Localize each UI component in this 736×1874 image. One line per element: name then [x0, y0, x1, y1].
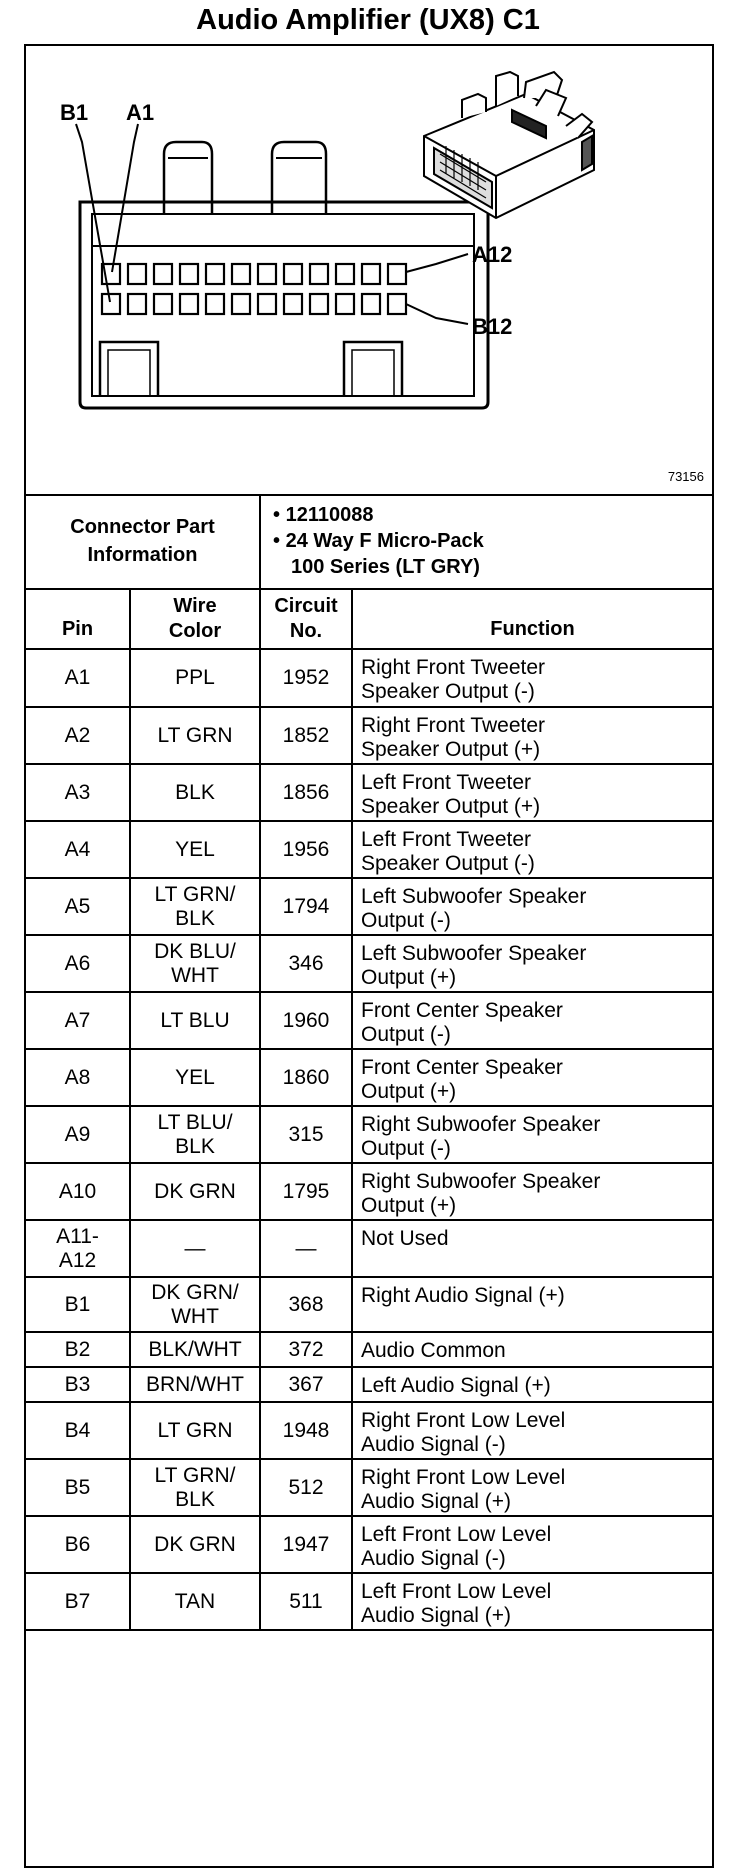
circuit-cell: 1947: [260, 1516, 352, 1573]
pin-cell: A6: [26, 935, 130, 992]
function-cell: Left Front Tweeter Speaker Output (-): [352, 821, 712, 878]
function-cell: Right Audio Signal (+): [352, 1277, 712, 1332]
circuit-cell: 1952: [260, 649, 352, 707]
wire-color-cell: LT BLU: [130, 992, 260, 1049]
pin-cell: A9: [26, 1106, 130, 1163]
table-row: [26, 935, 712, 992]
pinout-rows: [26, 649, 712, 1630]
pin-cell: B2: [26, 1332, 130, 1367]
wire-color-cell: BRN/WHT: [130, 1367, 260, 1402]
wire-color-cell: LT GRN/ BLK: [130, 1459, 260, 1516]
wire-color-cell: —: [130, 1220, 260, 1277]
function-cell: Left Subwoofer Speaker Output (+): [352, 935, 712, 992]
pin-cell: A3: [26, 764, 130, 821]
table-row: [26, 1220, 712, 1277]
circuit-cell: 1794: [260, 878, 352, 935]
pin-cell: A11- A12: [26, 1220, 130, 1277]
wire-color-cell: LT GRN: [130, 707, 260, 764]
table-row: [26, 1367, 712, 1402]
pin-cell: B4: [26, 1402, 130, 1459]
pin-cell: B5: [26, 1459, 130, 1516]
pin-cell: A10: [26, 1163, 130, 1220]
function-cell: Audio Common: [352, 1332, 712, 1367]
wire-color-cell: LT GRN/ BLK: [130, 878, 260, 935]
circuit-cell: 368: [260, 1277, 352, 1332]
function-cell: Right Subwoofer Speaker Output (-): [352, 1106, 712, 1163]
col-header-function: Function: [352, 589, 712, 649]
table-row: [26, 707, 712, 764]
wire-color-cell: DK BLU/ WHT: [130, 935, 260, 992]
pin-row-a: [102, 264, 406, 284]
table-row: [26, 1332, 712, 1367]
table-row: [26, 1516, 712, 1573]
label-a1: A1: [126, 100, 155, 125]
wire-color-cell: BLK: [130, 764, 260, 821]
table-row: [26, 764, 712, 821]
col-header-pin: Pin: [26, 589, 130, 649]
function-cell: Left Subwoofer Speaker Output (-): [352, 878, 712, 935]
table-row: [26, 992, 712, 1049]
wire-color-cell: LT GRN: [130, 1402, 260, 1459]
label-b12: B12: [472, 314, 513, 339]
pin-cell: A8: [26, 1049, 130, 1106]
page-title: Audio Amplifier (UX8) C1: [196, 4, 540, 36]
connector-part-info-values: • 12110088 • 24 Way F Micro-Pack 100 Series (LT GRY): [260, 494, 712, 589]
col-header-wire-color: Wire Color: [130, 589, 260, 649]
table-row: [26, 1277, 712, 1332]
circuit-cell: 512: [260, 1459, 352, 1516]
circuit-cell: 1860: [260, 1049, 352, 1106]
table-row: [26, 1106, 712, 1163]
function-cell: Left Front Low Level Audio Signal (+): [352, 1573, 712, 1630]
wire-color-cell: LT BLU/ BLK: [130, 1106, 260, 1163]
function-cell: Right Front Low Level Audio Signal (-): [352, 1402, 712, 1459]
table-row: [26, 649, 712, 707]
function-cell: Right Subwoofer Speaker Output (+): [352, 1163, 712, 1220]
connector-frame: [24, 44, 714, 1868]
circuit-cell: 1852: [260, 707, 352, 764]
pin-row-b: [102, 294, 406, 314]
circuit-cell: 367: [260, 1367, 352, 1402]
table-row: [26, 1459, 712, 1516]
part-number: 12110088: [285, 504, 374, 526]
table-row: [26, 878, 712, 935]
wire-color-cell: YEL: [130, 821, 260, 878]
function-cell: Not Used: [352, 1220, 712, 1277]
wire-color-cell: DK GRN/ WHT: [130, 1277, 260, 1332]
pin-cell: A4: [26, 821, 130, 878]
circuit-cell: 315: [260, 1106, 352, 1163]
circuit-cell: 1795: [260, 1163, 352, 1220]
function-cell: Left Front Tweeter Speaker Output (+): [352, 764, 712, 821]
figure-number: 73156: [667, 469, 704, 484]
function-cell: Front Center Speaker Output (+): [352, 1049, 712, 1106]
circuit-cell: 1960: [260, 992, 352, 1049]
connector-part-info-label: Connector Part Information: [26, 494, 260, 589]
pin-cell: B6: [26, 1516, 130, 1573]
connector-pinout-table: [26, 494, 712, 1631]
circuit-cell: —: [260, 1220, 352, 1277]
circuit-cell: 346: [260, 935, 352, 992]
label-b1: B1: [60, 100, 89, 125]
function-cell: Left Front Low Level Audio Signal (-): [352, 1516, 712, 1573]
pin-cell: A5: [26, 878, 130, 935]
table-row: [26, 1573, 712, 1630]
circuit-cell: 372: [260, 1332, 352, 1367]
circuit-cell: 1948: [260, 1402, 352, 1459]
wire-color-cell: YEL: [130, 1049, 260, 1106]
connector-face-drawing: [26, 46, 712, 492]
pin-cell: A7: [26, 992, 130, 1049]
function-cell: Left Audio Signal (+): [352, 1367, 712, 1402]
column-header-row: [26, 589, 712, 649]
table-row: [26, 821, 712, 878]
pin-cell: B3: [26, 1367, 130, 1402]
pin-cell: A2: [26, 707, 130, 764]
table-row: [26, 1163, 712, 1220]
label-a12: A12: [472, 242, 513, 267]
circuit-cell: 1856: [260, 764, 352, 821]
table-row: [26, 1049, 712, 1106]
pin-cell: B1: [26, 1277, 130, 1332]
circuit-cell: 511: [260, 1573, 352, 1630]
wire-color-cell: PPL: [130, 649, 260, 707]
table-row: [26, 1402, 712, 1459]
wire-color-cell: TAN: [130, 1573, 260, 1630]
function-cell: Right Front Low Level Audio Signal (+): [352, 1459, 712, 1516]
function-cell: Front Center Speaker Output (-): [352, 992, 712, 1049]
wire-color-cell: DK GRN: [130, 1516, 260, 1573]
wire-color-cell: DK GRN: [130, 1163, 260, 1220]
circuit-cell: 1956: [260, 821, 352, 878]
wire-color-cell: BLK/WHT: [130, 1332, 260, 1367]
part-description: 24 Way F Micro-Pack: [285, 530, 484, 552]
connector-diagram: [26, 46, 712, 496]
pin-cell: A1: [26, 649, 130, 707]
col-header-circuit-no: Circuit No.: [260, 589, 352, 649]
function-cell: Right Front Tweeter Speaker Output (+): [352, 707, 712, 764]
connector-iso-drawing: [424, 72, 594, 218]
part-info-row: [26, 494, 712, 589]
pin-cell: B7: [26, 1573, 130, 1630]
function-cell: Right Front Tweeter Speaker Output (-): [352, 649, 712, 707]
